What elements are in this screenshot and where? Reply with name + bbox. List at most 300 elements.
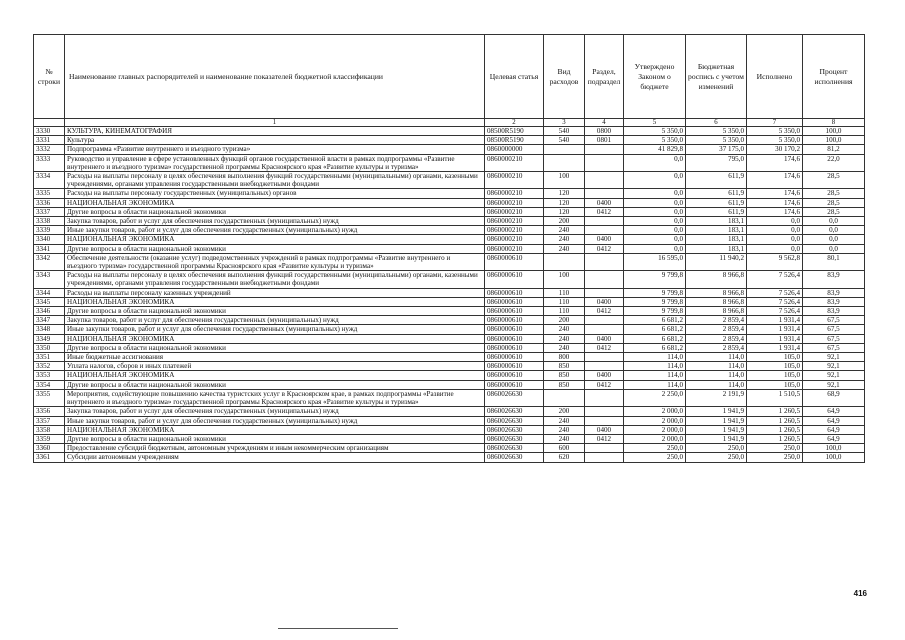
budget-schedule-cell: 8 966,8 — [686, 288, 747, 297]
target-item-cell: 0860000610 — [485, 288, 544, 297]
header-budget-schedule: Бюджетная роспись с учетом изменений — [686, 35, 747, 119]
budget-schedule-cell: 1 941,9 — [686, 434, 747, 443]
expense-type-cell: 120 — [544, 198, 585, 207]
name-cell: Другие вопросы в области национальной экономики — [65, 244, 485, 253]
name-cell: НАЦИОНАЛЬНАЯ ЭКОНОМИКА — [65, 371, 485, 380]
executed-cell: 1 931,4 — [747, 316, 803, 325]
table-row — [34, 154, 865, 171]
row-number-cell: 3345 — [34, 297, 65, 306]
approved-cell: 2 000,0 — [624, 407, 686, 416]
target-item-cell: 0860000210 — [485, 198, 544, 207]
budget-schedule-cell: 2 859,4 — [686, 334, 747, 343]
row-number-cell: 3340 — [34, 235, 65, 244]
approved-cell: 2 250,0 — [624, 389, 686, 406]
expense-type-cell — [544, 253, 585, 270]
percent-cell: 64,9 — [803, 425, 865, 434]
section-cell: 0412 — [585, 380, 624, 389]
table-row — [34, 297, 865, 306]
percent-cell: 0,0 — [803, 217, 865, 226]
table-row — [34, 288, 865, 297]
budget-schedule-cell: 2 859,4 — [686, 325, 747, 334]
expense-type-cell: 240 — [544, 244, 585, 253]
percent-cell: 67,5 — [803, 325, 865, 334]
budget-schedule-cell: 1 941,9 — [686, 407, 747, 416]
percent-cell: 64,9 — [803, 416, 865, 425]
name-cell: Другие вопросы в области национальной экономики — [65, 307, 485, 316]
percent-cell: 68,9 — [803, 389, 865, 406]
approved-cell: 114,0 — [624, 353, 686, 362]
target-item-cell: 0860000610 — [485, 325, 544, 334]
section-cell — [585, 189, 624, 198]
section-cell — [585, 288, 624, 297]
row-number-cell: 3353 — [34, 371, 65, 380]
approved-cell: 114,0 — [624, 371, 686, 380]
section-cell: 0412 — [585, 244, 624, 253]
expense-type-cell: 200 — [544, 407, 585, 416]
section-cell — [585, 226, 624, 235]
expense-type-cell: 240 — [544, 226, 585, 235]
row-number-cell: 3359 — [34, 434, 65, 443]
executed-cell: 105,0 — [747, 362, 803, 371]
budget-schedule-cell: 183,1 — [686, 244, 747, 253]
footer-divider — [278, 628, 398, 629]
table-row — [34, 434, 865, 443]
target-item-cell: 0860026630 — [485, 453, 544, 462]
name-cell: Подпрограмма «Развитие внутреннего и въездного туризма» — [65, 145, 485, 154]
section-cell: 0412 — [585, 434, 624, 443]
target-item-cell: 0860026630 — [485, 416, 544, 425]
column-number: 2 — [485, 119, 544, 127]
target-item-cell: 0860000210 — [485, 226, 544, 235]
executed-cell: 1 510,5 — [747, 389, 803, 406]
expense-type-cell: 120 — [544, 189, 585, 198]
approved-cell: 5 350,0 — [624, 136, 686, 145]
budget-schedule-cell: 1 941,9 — [686, 425, 747, 434]
table-row — [34, 353, 865, 362]
section-cell — [585, 362, 624, 371]
row-number-cell: 3350 — [34, 343, 65, 352]
executed-cell: 1 260,5 — [747, 416, 803, 425]
executed-cell: 1 260,5 — [747, 407, 803, 416]
header-approved: Утверждено Законом о бюджете — [624, 35, 686, 119]
target-item-cell: 08500R5190 — [485, 136, 544, 145]
target-item-cell: 0860000210 — [485, 189, 544, 198]
table-row — [34, 389, 865, 406]
executed-cell: 0,0 — [747, 226, 803, 235]
name-cell: Иные закупки товаров, работ и услуг для обеспечения государственных (муниципальных) нужд — [65, 226, 485, 235]
name-cell: Расходы на выплаты персоналу в целях обеспечения выполнения функций государственными (муниципальными) органами, казенными учреждениями, органами управления государственными внебюджетными фондами — [65, 172, 485, 189]
row-number-cell: 3360 — [34, 444, 65, 453]
executed-cell: 9 562,8 — [747, 253, 803, 270]
percent-cell: 0,0 — [803, 226, 865, 235]
executed-cell: 7 526,4 — [747, 307, 803, 316]
target-item-cell: 0860000610 — [485, 316, 544, 325]
budget-schedule-cell: 5 350,0 — [686, 136, 747, 145]
executed-cell: 174,6 — [747, 172, 803, 189]
target-item-cell: 0860000610 — [485, 307, 544, 316]
budget-schedule-cell: 8 966,8 — [686, 307, 747, 316]
target-item-cell: 0860000610 — [485, 362, 544, 371]
approved-cell: 2 000,0 — [624, 434, 686, 443]
approved-cell: 0,0 — [624, 207, 686, 216]
expense-type-cell: 120 — [544, 207, 585, 216]
name-cell: НАЦИОНАЛЬНАЯ ЭКОНОМИКА — [65, 198, 485, 207]
percent-cell: 83,9 — [803, 297, 865, 306]
approved-cell: 250,0 — [624, 453, 686, 462]
row-number-cell: 3338 — [34, 217, 65, 226]
table-row — [34, 145, 865, 154]
name-cell: Закупка товаров, работ и услуг для обеспечения государственных (муниципальных) нужд — [65, 217, 485, 226]
name-cell: Иные бюджетные ассигнования — [65, 353, 485, 362]
name-cell: Другие вопросы в области национальной экономики — [65, 343, 485, 352]
section-cell: 0400 — [585, 198, 624, 207]
section-cell — [585, 154, 624, 171]
executed-cell: 174,6 — [747, 189, 803, 198]
target-item-cell: 0860000610 — [485, 353, 544, 362]
name-cell: НАЦИОНАЛЬНАЯ ЭКОНОМИКА — [65, 235, 485, 244]
budget-schedule-cell: 114,0 — [686, 371, 747, 380]
row-number-cell: 3335 — [34, 189, 65, 198]
budget-schedule-cell: 37 175,0 — [686, 145, 747, 154]
executed-cell: 30 170,2 — [747, 145, 803, 154]
name-cell: Другие вопросы в области национальной экономики — [65, 380, 485, 389]
target-item-cell: 0860000610 — [485, 380, 544, 389]
executed-cell: 1 260,5 — [747, 425, 803, 434]
percent-cell: 83,9 — [803, 307, 865, 316]
target-item-cell: 0860026630 — [485, 389, 544, 406]
expense-type-cell: 110 — [544, 307, 585, 316]
approved-cell: 0,0 — [624, 198, 686, 207]
executed-cell: 1 931,4 — [747, 325, 803, 334]
row-number-cell: 3357 — [34, 416, 65, 425]
target-item-cell: 0860026630 — [485, 444, 544, 453]
column-number: 4 — [585, 119, 624, 127]
percent-cell: 92,1 — [803, 380, 865, 389]
name-cell: Уплата налогов, сборов и иных платежей — [65, 362, 485, 371]
section-cell — [585, 407, 624, 416]
percent-cell: 92,1 — [803, 371, 865, 380]
row-number-cell: 3344 — [34, 288, 65, 297]
table-row — [34, 425, 865, 434]
approved-cell: 5 350,0 — [624, 127, 686, 136]
column-number: 3 — [544, 119, 585, 127]
row-number-cell: 3361 — [34, 453, 65, 462]
section-cell: 0412 — [585, 343, 624, 352]
table-row — [34, 271, 865, 288]
table-row — [34, 136, 865, 145]
expense-type-cell: 540 — [544, 127, 585, 136]
row-number-cell: 3347 — [34, 316, 65, 325]
name-cell: Обеспечение деятельности (оказание услуг) подведомственных учреждений в рамках подпрограммы «Развитие внутреннего и въездного туризма» государственной программы Красноярского края «Развитие культуры и туризма» — [65, 253, 485, 270]
executed-cell: 174,6 — [747, 154, 803, 171]
budget-table — [33, 34, 865, 463]
row-number-cell: 3339 — [34, 226, 65, 235]
target-item-cell: 0860000210 — [485, 235, 544, 244]
table-row — [34, 235, 865, 244]
section-cell — [585, 271, 624, 288]
name-cell: НАЦИОНАЛЬНАЯ ЭКОНОМИКА — [65, 425, 485, 434]
budget-schedule-cell: 1 941,9 — [686, 416, 747, 425]
target-item-cell: 0860026630 — [485, 425, 544, 434]
name-cell: Мероприятия, содействующие повышению качества туристских услуг в Красноярском крае, в рамках подпрограммы «Развитие внутреннего и въездного туризма» государственной программы Красноярского края «Развитие культуры и туризма» — [65, 389, 485, 406]
row-number-cell: 3348 — [34, 325, 65, 334]
target-item-cell: 08500R5190 — [485, 127, 544, 136]
executed-cell: 0,0 — [747, 217, 803, 226]
executed-cell: 1 260,5 — [747, 434, 803, 443]
name-cell: НАЦИОНАЛЬНАЯ ЭКОНОМИКА — [65, 297, 485, 306]
budget-schedule-cell: 114,0 — [686, 353, 747, 362]
executed-cell: 7 526,4 — [747, 288, 803, 297]
name-cell: Расходы на выплаты персоналу в целях обеспечения выполнения функций государственными (муниципальными) органами, казенными учреждениями, органами управления государственными внебюджетными фондами — [65, 271, 485, 288]
executed-cell: 0,0 — [747, 244, 803, 253]
table-row — [34, 371, 865, 380]
budget-schedule-cell: 611,9 — [686, 172, 747, 189]
approved-cell: 114,0 — [624, 362, 686, 371]
budget-schedule-cell: 8 966,8 — [686, 297, 747, 306]
name-cell: Расходы на выплаты персоналу государственных (муниципальных) органов — [65, 189, 485, 198]
row-number-cell: 3352 — [34, 362, 65, 371]
executed-cell: 5 350,0 — [747, 127, 803, 136]
section-cell — [585, 145, 624, 154]
percent-cell: 67,5 — [803, 316, 865, 325]
name-cell: Расходы на выплаты персоналу казенных учреждений — [65, 288, 485, 297]
approved-cell: 41 829,8 — [624, 145, 686, 154]
approved-cell: 250,0 — [624, 444, 686, 453]
percent-cell: 67,5 — [803, 334, 865, 343]
executed-cell: 250,0 — [747, 444, 803, 453]
approved-cell: 0,0 — [624, 226, 686, 235]
target-item-cell: 0860000610 — [485, 343, 544, 352]
expense-type-cell — [544, 389, 585, 406]
expense-type-cell: 620 — [544, 453, 585, 462]
percent-cell: 28,5 — [803, 207, 865, 216]
table-row — [34, 444, 865, 453]
section-cell — [585, 353, 624, 362]
row-number-cell: 3355 — [34, 389, 65, 406]
target-item-cell: 0860000210 — [485, 244, 544, 253]
section-cell — [585, 416, 624, 425]
approved-cell: 2 000,0 — [624, 425, 686, 434]
row-number-cell: 3336 — [34, 198, 65, 207]
budget-schedule-cell: 2 191,9 — [686, 389, 747, 406]
expense-type-cell: 600 — [544, 444, 585, 453]
executed-cell: 1 931,4 — [747, 343, 803, 352]
row-number-cell: 3354 — [34, 380, 65, 389]
name-cell: Иные закупки товаров, работ и услуг для обеспечения государственных (муниципальных) нужд — [65, 325, 485, 334]
table-row — [34, 316, 865, 325]
approved-cell: 9 799,8 — [624, 288, 686, 297]
header-target-item: Целевая статья — [485, 35, 544, 119]
budget-schedule-cell: 183,1 — [686, 226, 747, 235]
expense-type-cell: 540 — [544, 136, 585, 145]
target-item-cell: 0860026630 — [485, 407, 544, 416]
target-item-cell: 0860000610 — [485, 371, 544, 380]
percent-cell: 28,5 — [803, 172, 865, 189]
table-row — [34, 362, 865, 371]
name-cell: Закупка товаров, работ и услуг для обеспечения государственных (муниципальных) нужд — [65, 316, 485, 325]
approved-cell: 114,0 — [624, 380, 686, 389]
page-number: 416 — [853, 589, 867, 598]
expense-type-cell: 100 — [544, 271, 585, 288]
percent-cell: 100,0 — [803, 136, 865, 145]
section-cell: 0400 — [585, 297, 624, 306]
percent-cell: 28,5 — [803, 198, 865, 207]
expense-type-cell: 240 — [544, 425, 585, 434]
executed-cell: 105,0 — [747, 371, 803, 380]
section-cell — [585, 444, 624, 453]
section-cell — [585, 453, 624, 462]
section-cell — [585, 389, 624, 406]
percent-cell: 64,9 — [803, 434, 865, 443]
column-number: 5 — [624, 119, 686, 127]
percent-cell: 92,1 — [803, 362, 865, 371]
section-cell: 0801 — [585, 136, 624, 145]
name-cell: Предоставление субсидий бюджетным, автономным учреждениям и иным некоммерческим организациям — [65, 444, 485, 453]
approved-cell: 0,0 — [624, 235, 686, 244]
executed-cell: 105,0 — [747, 380, 803, 389]
approved-cell: 0,0 — [624, 189, 686, 198]
table-row — [34, 207, 865, 216]
budget-schedule-cell: 114,0 — [686, 380, 747, 389]
expense-type-cell: 110 — [544, 297, 585, 306]
table-row — [34, 325, 865, 334]
table-header — [34, 35, 865, 127]
column-number — [34, 119, 65, 127]
expense-type-cell: 240 — [544, 416, 585, 425]
percent-cell: 81,2 — [803, 145, 865, 154]
approved-cell: 6 681,2 — [624, 343, 686, 352]
executed-cell: 7 526,4 — [747, 297, 803, 306]
column-number: 7 — [747, 119, 803, 127]
budget-schedule-cell: 250,0 — [686, 444, 747, 453]
column-number: 8 — [803, 119, 865, 127]
budget-schedule-cell: 11 940,2 — [686, 253, 747, 270]
target-item-cell: 0860000210 — [485, 154, 544, 171]
table-row — [34, 416, 865, 425]
section-cell — [585, 172, 624, 189]
target-item-cell: 0860000610 — [485, 271, 544, 288]
row-number-cell: 3341 — [34, 244, 65, 253]
expense-type-cell: 200 — [544, 217, 585, 226]
section-cell: 0400 — [585, 425, 624, 434]
name-cell: НАЦИОНАЛЬНАЯ ЭКОНОМИКА — [65, 334, 485, 343]
budget-schedule-cell: 611,9 — [686, 189, 747, 198]
expense-type-cell: 240 — [544, 334, 585, 343]
name-cell: КУЛЬТУРА, КИНЕМАТОГРАФИЯ — [65, 127, 485, 136]
row-number-cell: 3330 — [34, 127, 65, 136]
approved-cell: 9 799,8 — [624, 297, 686, 306]
budget-schedule-cell: 5 350,0 — [686, 127, 747, 136]
budget-schedule-cell: 8 966,8 — [686, 271, 747, 288]
table-row — [34, 172, 865, 189]
target-item-cell: 0860000210 — [485, 217, 544, 226]
table-row — [34, 380, 865, 389]
approved-cell: 2 000,0 — [624, 416, 686, 425]
target-item-cell: 0860000210 — [485, 207, 544, 216]
expense-type-cell: 110 — [544, 288, 585, 297]
percent-cell: 67,5 — [803, 343, 865, 352]
row-number-cell: 3342 — [34, 253, 65, 270]
expense-type-cell: 850 — [544, 362, 585, 371]
table-row — [34, 334, 865, 343]
percent-cell: 100,0 — [803, 453, 865, 462]
name-cell: Субсидии автономным учреждениям — [65, 453, 485, 462]
approved-cell: 16 595,0 — [624, 253, 686, 270]
name-cell: Руководство и управление в сфере установленных функций органов государственной власти в рамках подпрограммы «Развитие внутреннего и въездного туризма» государственной программы Красноярского края «Развитие культуры и туризма» — [65, 154, 485, 171]
header-name: Наименование главных распорядителей и наименование показателей бюджетной классификации — [65, 35, 485, 119]
percent-cell: 0,0 — [803, 235, 865, 244]
approved-cell: 6 681,2 — [624, 316, 686, 325]
row-number-cell: 3334 — [34, 172, 65, 189]
section-cell: 0400 — [585, 371, 624, 380]
budget-schedule-cell: 114,0 — [686, 362, 747, 371]
expense-type-cell: 850 — [544, 380, 585, 389]
name-cell: Культура — [65, 136, 485, 145]
row-number-cell: 3333 — [34, 154, 65, 171]
section-cell: 0412 — [585, 207, 624, 216]
approved-cell: 6 681,2 — [624, 334, 686, 343]
percent-cell: 100,0 — [803, 444, 865, 453]
section-cell: 0400 — [585, 334, 624, 343]
expense-type-cell: 200 — [544, 316, 585, 325]
percent-cell: 22,0 — [803, 154, 865, 171]
executed-cell: 105,0 — [747, 353, 803, 362]
column-number: 1 — [65, 119, 485, 127]
table-row — [34, 407, 865, 416]
budget-schedule-cell: 795,0 — [686, 154, 747, 171]
table-row — [34, 217, 865, 226]
budget-schedule-cell: 2 859,4 — [686, 343, 747, 352]
executed-cell: 0,0 — [747, 235, 803, 244]
row-number-cell: 3337 — [34, 207, 65, 216]
executed-cell: 5 350,0 — [747, 136, 803, 145]
approved-cell: 9 799,8 — [624, 307, 686, 316]
header-row-number: № строки — [34, 35, 65, 119]
section-cell — [585, 253, 624, 270]
target-item-cell: 0860000000 — [485, 145, 544, 154]
percent-cell: 92,1 — [803, 353, 865, 362]
table-row — [34, 453, 865, 462]
target-item-cell: 0860026630 — [485, 434, 544, 443]
percent-cell: 28,5 — [803, 189, 865, 198]
approved-cell: 0,0 — [624, 154, 686, 171]
executed-cell: 174,6 — [747, 198, 803, 207]
expense-type-cell — [544, 145, 585, 154]
executed-cell: 174,6 — [747, 207, 803, 216]
table-row — [34, 343, 865, 352]
row-number-cell: 3331 — [34, 136, 65, 145]
approved-cell: 9 799,8 — [624, 271, 686, 288]
header-executed: Исполнено — [747, 35, 803, 119]
expense-type-cell: 240 — [544, 343, 585, 352]
budget-schedule-cell: 611,9 — [686, 207, 747, 216]
expense-type-cell: 240 — [544, 235, 585, 244]
budget-schedule-cell: 250,0 — [686, 453, 747, 462]
table-row — [34, 226, 865, 235]
approved-cell: 6 681,2 — [624, 325, 686, 334]
row-number-cell: 3358 — [34, 425, 65, 434]
table-row — [34, 307, 865, 316]
expense-type-cell: 850 — [544, 371, 585, 380]
row-number-cell: 3356 — [34, 407, 65, 416]
percent-cell: 100,0 — [803, 127, 865, 136]
executed-cell: 1 931,4 — [747, 334, 803, 343]
name-cell: Другие вопросы в области национальной экономики — [65, 207, 485, 216]
target-item-cell: 0860000610 — [485, 334, 544, 343]
approved-cell: 0,0 — [624, 217, 686, 226]
row-number-cell: 3349 — [34, 334, 65, 343]
target-item-cell: 0860000210 — [485, 172, 544, 189]
